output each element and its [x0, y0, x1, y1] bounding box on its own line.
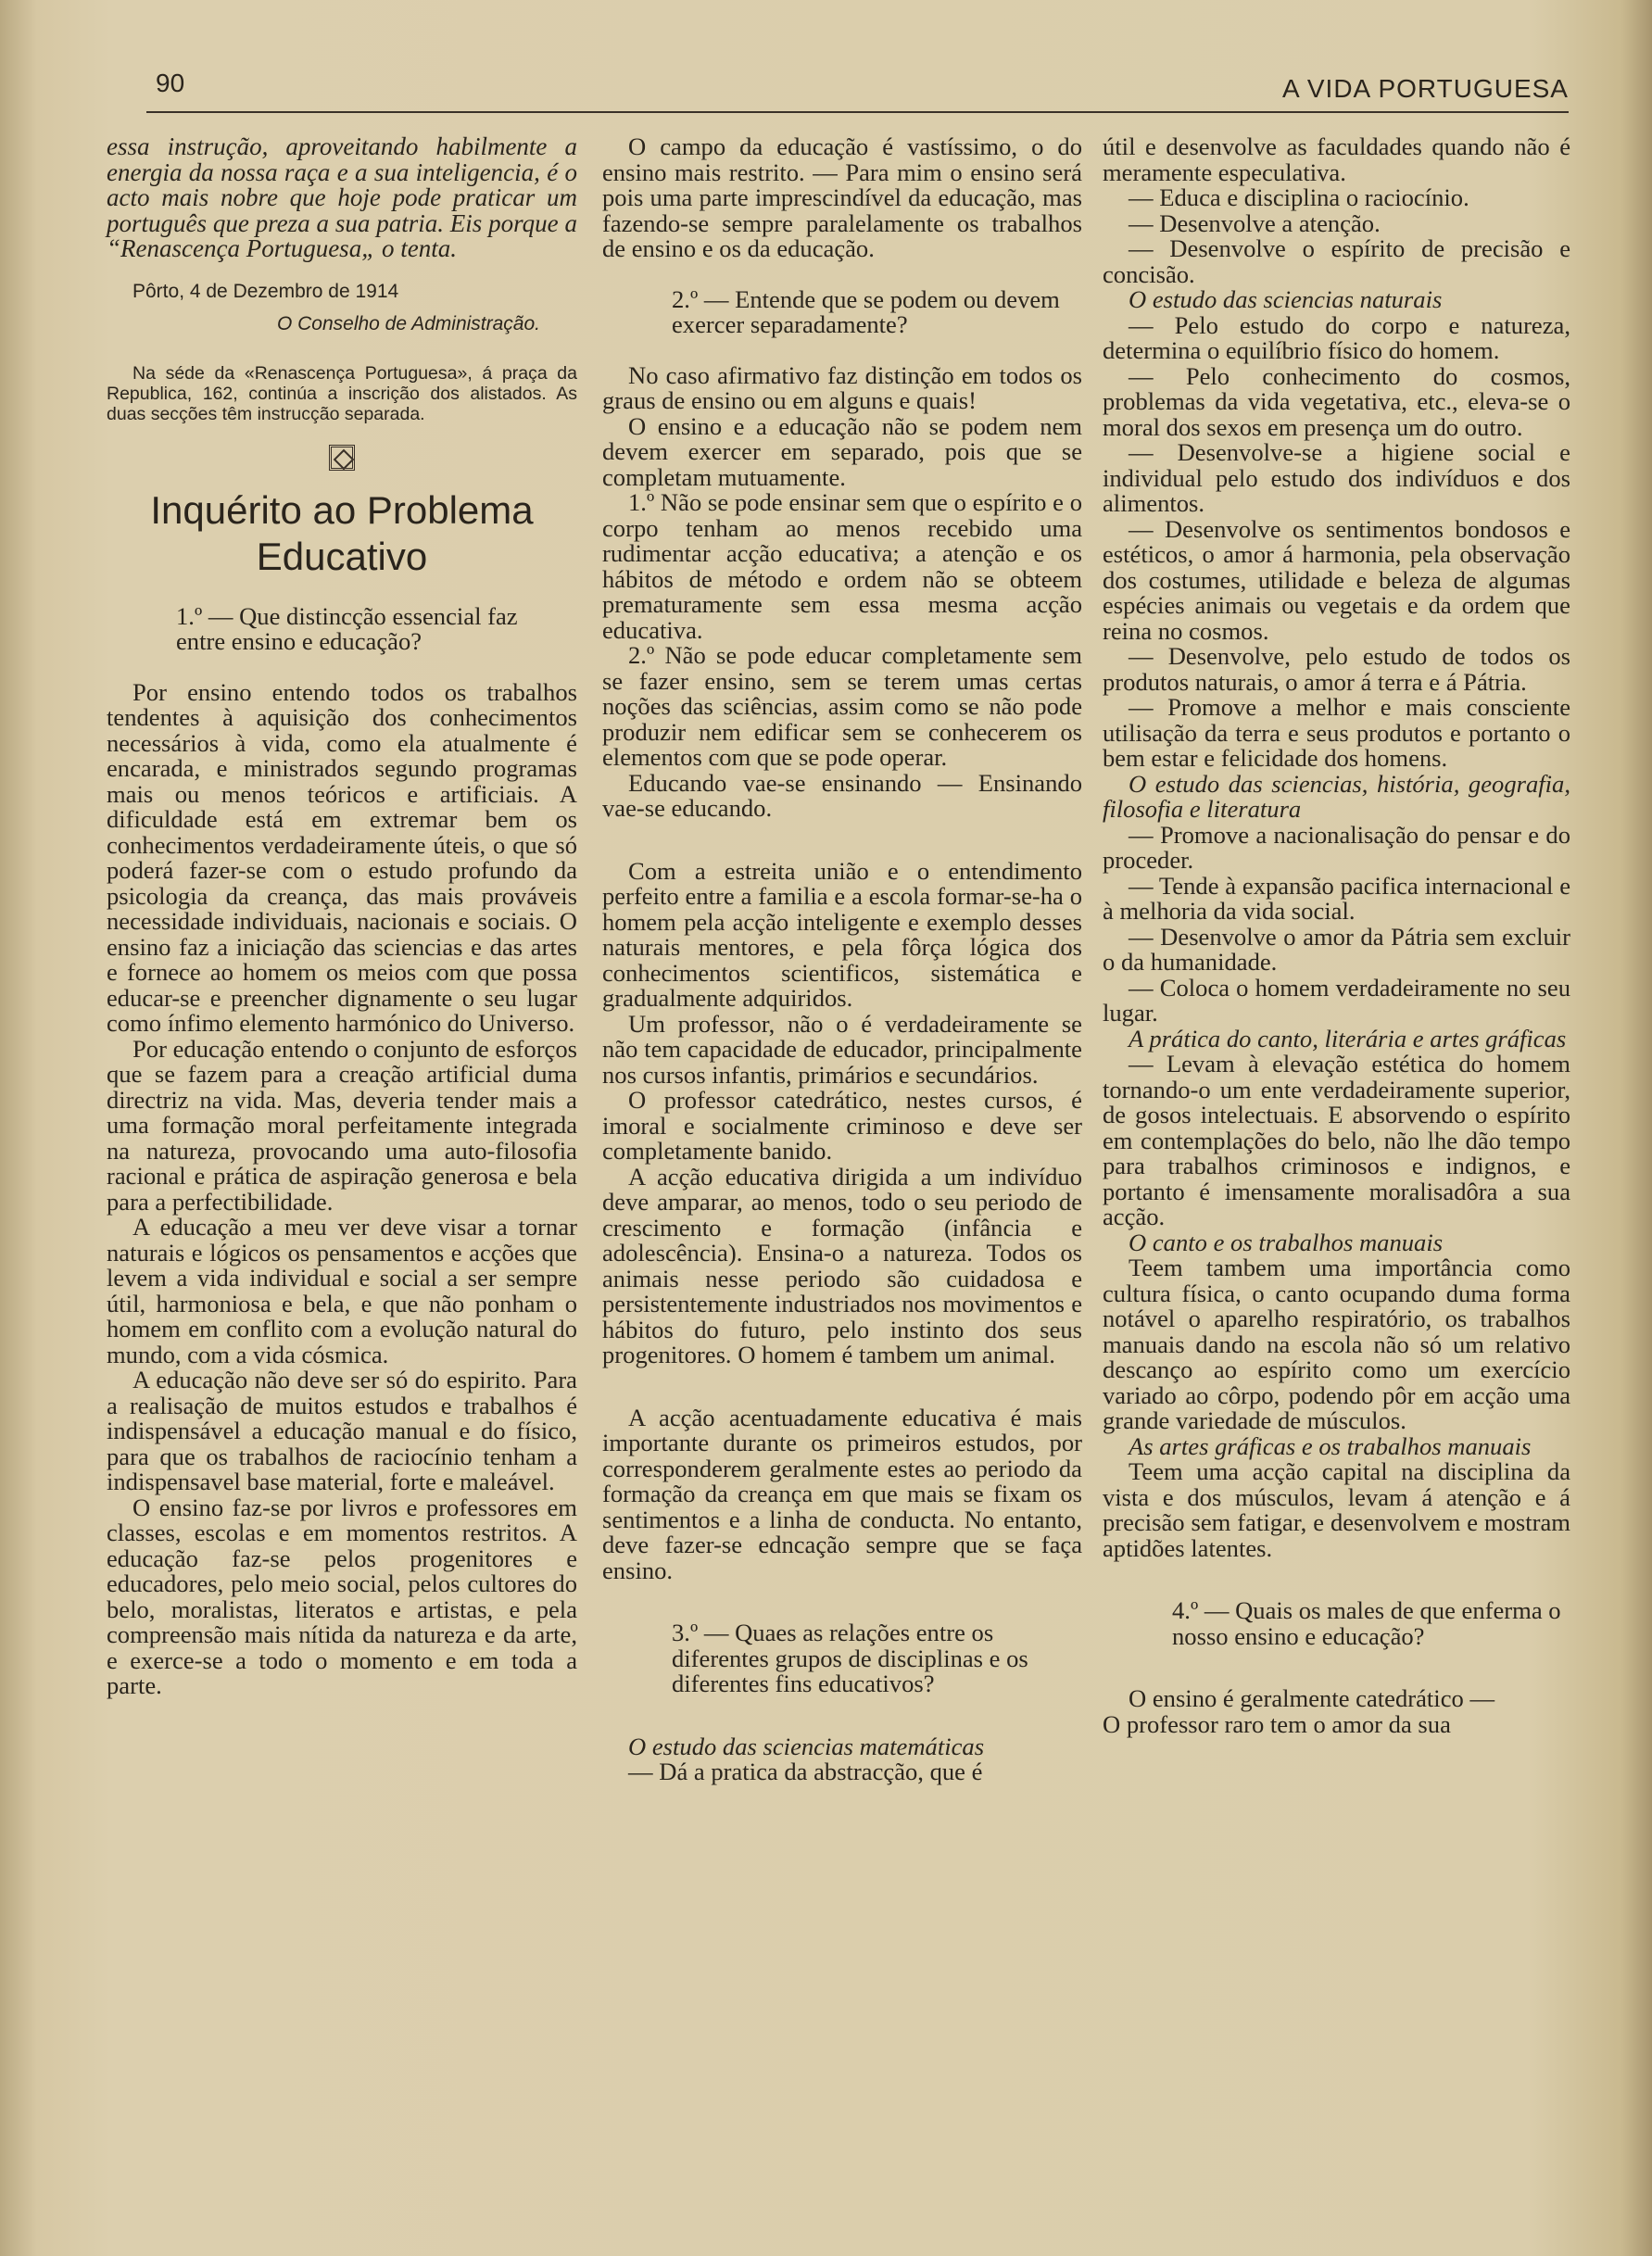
intro-paragraph: essa instrução, aproveitando habilmente a energia da nossa raça e a sua inteligencia, é o acto mais nobre que hoje pode praticar um português que preza a sua patria. Eis porque a “Renascença Portuguesa„ o tenta.: [107, 132, 577, 262]
list-item: — Pelo estudo do corpo e natureza, determina o equilíbrio físico do homem.: [1103, 310, 1570, 364]
list-item: — Desenvolve a atenção.: [1129, 208, 1381, 237]
column-2: [602, 134, 1082, 1785]
paragraph: útil e desenvolve as faculdades quando não é meramente especulativa.: [1103, 132, 1570, 186]
question-2: 2.º — Entende que se podem ou devem exercer separadamente?: [672, 284, 1060, 338]
subheading-math: O estudo das sciencias matemáticas: [628, 1732, 985, 1760]
paragraph: No caso afirmativo faz distinção em todos os graus de ensino ou em alguns e quais!: [602, 360, 1082, 414]
page-number: 90: [156, 69, 185, 97]
subheading-singing-arts: A prática do canto, literária e artes gráficas: [1129, 1024, 1567, 1052]
paragraph: Com a estreita união e o entendimento perfeito entre a familia e a escola formar-se-ha o homem pela acção inteligente e exemplo desses naturais mentores, e pela fôrça lógica dos conhecimentos scientificos, sistemática e gradualmente adquiridos.: [602, 856, 1082, 1012]
paragraph: 1.º Não se pode ensinar sem que o espírito e o corpo tenham ao menos recebido uma rudimentar acção educativa; a atenção e os hábitos de método e ordem não se obteem prematuramente sem essa mesma acção educativa.: [602, 488, 1082, 644]
list-item: — Tende à expansão pacifica internacional e à melhoria da vida social.: [1103, 871, 1570, 925]
enrollment-note: Na séde da «Renascença Portuguesa», á praça da Republica, 162, continúa a inscrição dos alistados. As duas secções têm instrucção separada.: [107, 362, 577, 424]
page-header: [146, 65, 1569, 113]
paragraph: O ensino e a educação não se podem nem devem exercer em separado, pois que se completam mutuamente.: [602, 411, 1082, 491]
question-1: 1.º — Que distincção essencial faz entre ensino e educação?: [176, 601, 518, 655]
subheading-manual-work: O canto e os trabalhos manuais: [1129, 1228, 1444, 1256]
list-item: — Promove a melhor e mais consciente utilisação da terra e seus produtos e portanto o bem estar e felicidade dos homens.: [1103, 693, 1570, 772]
question-4: 4.º — Quais os males de que enferma o nosso ensino e educação?: [1172, 1596, 1561, 1650]
paragraph: Por ensino entendo todos os trabalhos tendentes à aquisição dos conhecimentos necessários à vida, como ela atualmente é encarada, e ministrados segundo programas mais ou menos teóricos e artificiais. A dificuldade está em extremar bem os conhecimentos verdadeiramente úteis, o que só poderá fazer-se com o estudo profundo da psicologia da creança, das mais prováveis necessidade individuais, nacionais e sociais. O ensino faz a iniciação das sciencias e das artes e fornece ao homem os meios com que possa educar-se e preencher dignamente o seu lugar como ínfimo elemento harmónico do Universo.: [107, 677, 577, 1037]
list-item: — Coloca o homem verdadeiramente no seu lugar.: [1103, 973, 1570, 1027]
paragraph: O ensino faz-se por livros e professores em classes, escolas e em momentos restritos. A educação faz-se pelos progenitores e educadores, pelo meio social, pelos cultores do belo, moralistas, literatos e artistas, e pela compreensão mais nítida da natureza e da arte, e exerce-se a todo o momento e em toda a parte.: [107, 1493, 577, 1699]
paragraph: 2.º Não se pode educar completamente sem se fazer ensino, sem se terem umas certas noções das sciências, assim como se não pode produzir nem edificar sem se conhecerem os elementos com que se pode operar.: [602, 641, 1082, 771]
paragraph: O professor catedrático, nestes cursos, é imoral e socialmente criminoso e deve ser completamente banido.: [602, 1086, 1082, 1165]
list-item: — Levam à elevação estética do homem tornando-o um ente verdadeiramente superior, de gosos intelectuais. E absorvendo o espírito em contemplações do belo, não lhe dão tempo para trabalhos criminosos e indignos, e portanto é imensamente moralisadôra a sua acção.: [1103, 1050, 1570, 1230]
paragraph: Teem uma acção capital na disciplina da vista e dos músculos, levam á atenção e á precisão sem fatigar, e desenvolvem e mostram aptidões latentes.: [1103, 1457, 1570, 1562]
list-item: — Desenvolve o espírito de precisão e concisão.: [1103, 234, 1570, 288]
place-date: Pôrto, 4 de Dezembro de 1914: [132, 280, 399, 302]
list-item: — Educa e disciplina o raciocínio.: [1129, 183, 1469, 211]
paragraph: Teem tambem uma importância como cultura física, o canto ocupando duma forma notável o aparelho respiratório, os trabalhos manuais dando na escola não só um relativo descanço ao espírito como um exercício variado ao côrpo, podendo pôr em acção uma grande variedade de músculos.: [1103, 1254, 1570, 1434]
subheading-natural-sciences: O estudo das sciencias naturais: [1129, 285, 1443, 313]
paragraph: Por educação entendo o conjunto de esforços que se fazem para a creação artificial duma directriz na vida. Mas, deveria tender mais a uma formação moral perfeitamente integrada na natureza, provocando uma auto-filosofia racional e prática de aspiração generosa e bela para a perfectibilidade.: [107, 1034, 577, 1216]
article-title: Inquérito ao Problema Educativo: [150, 487, 534, 578]
paragraph: O campo da educação é vastíssimo, o do ensino mais restrito. — Para mim o ensino será pois uma parte imprescindível da educação, mas fazendo-se sempre paralelamente os trabalhos de ensino e os da educação.: [602, 132, 1082, 262]
paragraph: Um professor, não o é verdadeiramente se não tem capacidade de educador, principalmente nos cursos infantis, primários e secundários.: [602, 1009, 1082, 1089]
question-3: 3.º — Quaes as relações entre os diferentes grupos de disciplinas e os diferentes fins educativos?: [672, 1619, 1028, 1697]
paragraph: A educação a meu ver deve visar a tornar naturais e lógicos os pensamentos e acções que levem a vida individual e social a ser sempre útil, harmoniosa e bela, e que não ponham o homem em conflito com a evolução natural do mundo, com a vida cósmica.: [107, 1213, 577, 1368]
subheading-graphic-arts: As artes gráficas e os trabalhos manuais: [1129, 1431, 1532, 1460]
ornament-icon: [329, 445, 355, 471]
paragraph: A acção acentuadamente educativa é mais importante durante os primeiros estudos, por corresponderem geralmente estes ao periodo da formação da creança em que mais se fixam os sentimentos e a linha de conducta. No entanto, deve fazer-se edncação sempre que se faça ensino.: [602, 1403, 1082, 1584]
list-item: — Desenvolve o amor da Pátria sem excluir o da humanidade.: [1103, 922, 1570, 976]
list-item: — Desenvolve-se a higiene social e individual pelo estudo dos indivíduos e dos alimentos.: [1103, 438, 1570, 517]
paragraph: Educando vae-se ensinando — Ensinando vae-se educando.: [602, 768, 1082, 822]
journal-title: A VIDA PORTUGUESA: [1281, 74, 1569, 103]
subheading-history: O estudo das sciencias, história, geografia, filosofia e literatura: [1103, 769, 1570, 823]
column-1: [107, 134, 577, 1699]
paragraph: A educação não deve ser só do espirito. Para a realisação de muitos estudos e trabalhos é indispensável a educação manual e do físico, para que os trabalhos de raciocínio tenham a indispensavel base material, forte e maleável.: [107, 1366, 577, 1495]
list-item: — Promove a nacionalisação do pensar e do proceder.: [1103, 820, 1570, 874]
list-item: — Desenvolve os sentimentos bondosos e estéticos, o amor á harmonia, pela observação dos costumes, utilidade e beleza de algumas espécies animais ou vegetais e da ordem que reina no cosmos.: [1103, 514, 1570, 645]
list-item: — Pelo conhecimento do cosmos, problemas da vida vegetativa, etc., eleva-se o moral dos sexos em presença um do outro.: [1103, 361, 1570, 441]
paragraph: A acção educativa dirigida a um indivíduo deve amparar, ao menos, todo o seu periodo de crescimento e formação (infância e adolescência). Ensina-o a natureza. Todos os animais nesse periodo são cuidadosa e persistentemente industriados nos movimentos e hábitos do futuro, pelo instinto dos seus progenitores. O homem é tambem um animal.: [602, 1162, 1082, 1368]
column-3: [1103, 134, 1570, 1737]
paragraph: O ensino é geralmente catedrático —: [1129, 1684, 1495, 1712]
paragraph: O professor raro tem o amor da sua: [1103, 1709, 1451, 1738]
list-item: — Desenvolve, pelo estudo de todos os produtos naturais, o amor á terra e á Pátria.: [1103, 642, 1570, 696]
signature: O Conselho de Administração.: [276, 313, 540, 334]
paragraph: — Dá a pratica da abstracção, que é: [628, 1758, 983, 1785]
